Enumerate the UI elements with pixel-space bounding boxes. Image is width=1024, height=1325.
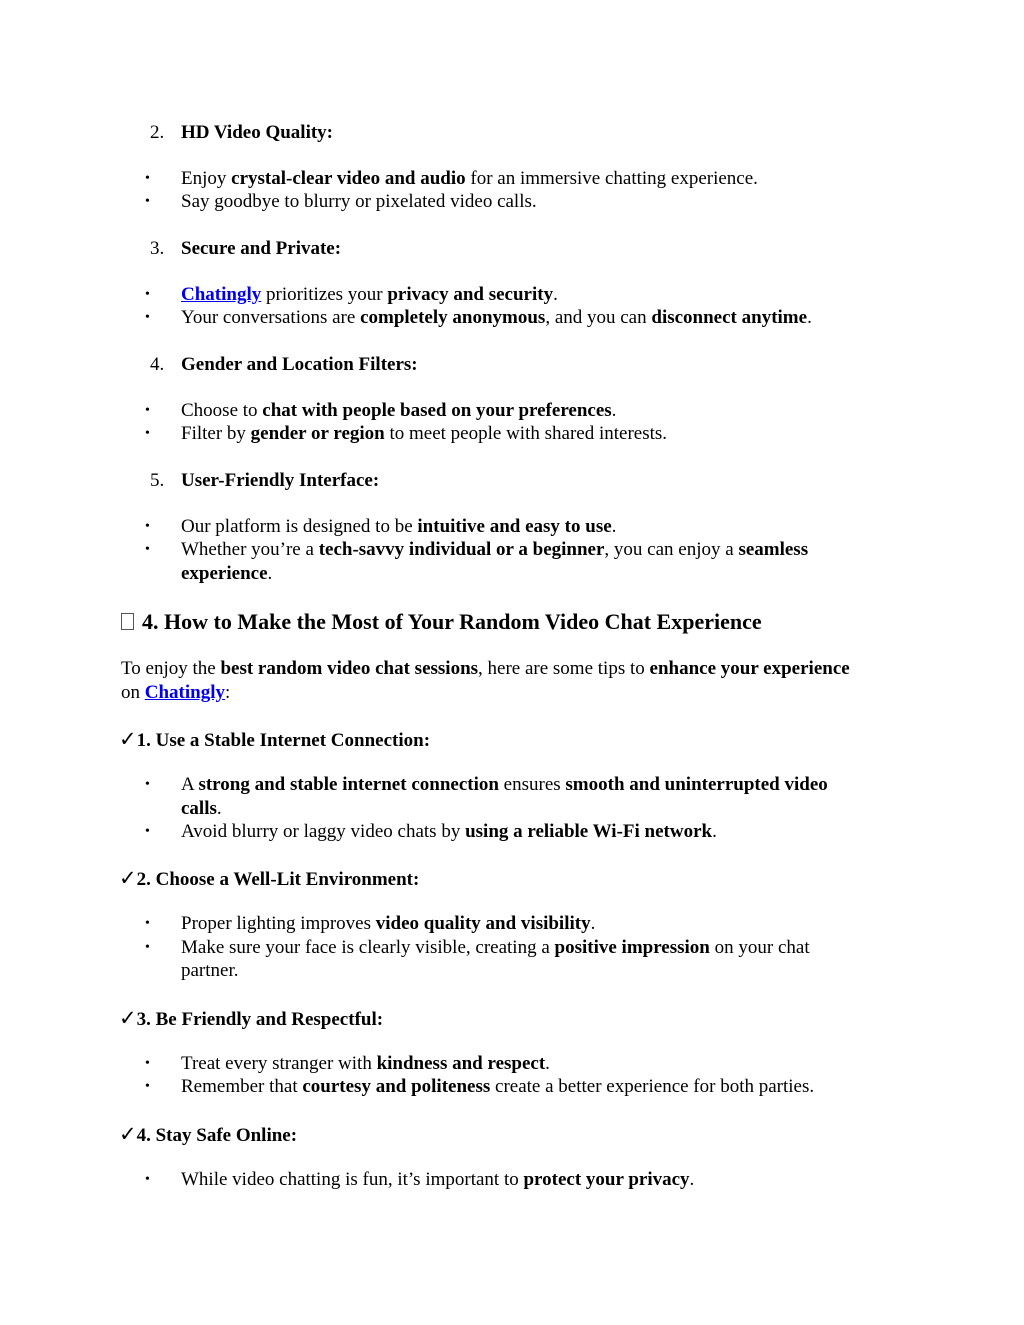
feature-title: HD Video Quality: — [181, 122, 334, 143]
check-mark-icon: ✓ — [119, 727, 137, 751]
bullet-icon: • — [145, 916, 150, 931]
bullet-icon: • — [145, 194, 150, 209]
bullet-icon: • — [145, 310, 150, 325]
bullet-icon: • — [145, 940, 150, 955]
feature-title: Secure and Private: — [181, 238, 342, 259]
feature-number: 2. — [150, 122, 165, 143]
feature-number: 4. — [150, 354, 165, 375]
feature-number: 5. — [150, 470, 165, 491]
section-heading: 4. How to Make the Most of Your Random Video Chat Experience — [121, 609, 762, 635]
bullet-icon: • — [145, 171, 150, 186]
bullet-icon: • — [145, 426, 150, 441]
check-mark-icon: ✓ — [119, 1122, 137, 1146]
missing-glyph-icon — [121, 613, 134, 630]
feature-title: User-Friendly Interface: — [181, 470, 380, 491]
feature-title: Gender and Location Filters: — [181, 354, 418, 375]
bullet-icon: • — [145, 1172, 150, 1187]
bullet-icon: • — [145, 519, 150, 534]
chatingly-link[interactable]: Chatingly — [181, 284, 262, 305]
feature-number: 3. — [150, 238, 165, 259]
bullet-icon: • — [145, 403, 150, 418]
check-mark-icon: ✓ — [119, 1006, 137, 1030]
check-mark-icon: ✓ — [119, 866, 137, 890]
bullet-icon: • — [145, 287, 150, 302]
bullet-icon: • — [145, 777, 150, 792]
bullet-icon: • — [145, 824, 150, 839]
bullet-icon: • — [145, 542, 150, 557]
chatingly-link[interactable]: Chatingly — [144, 682, 225, 703]
bullet-icon: • — [145, 1079, 150, 1094]
bullet-icon: • — [145, 1056, 150, 1071]
